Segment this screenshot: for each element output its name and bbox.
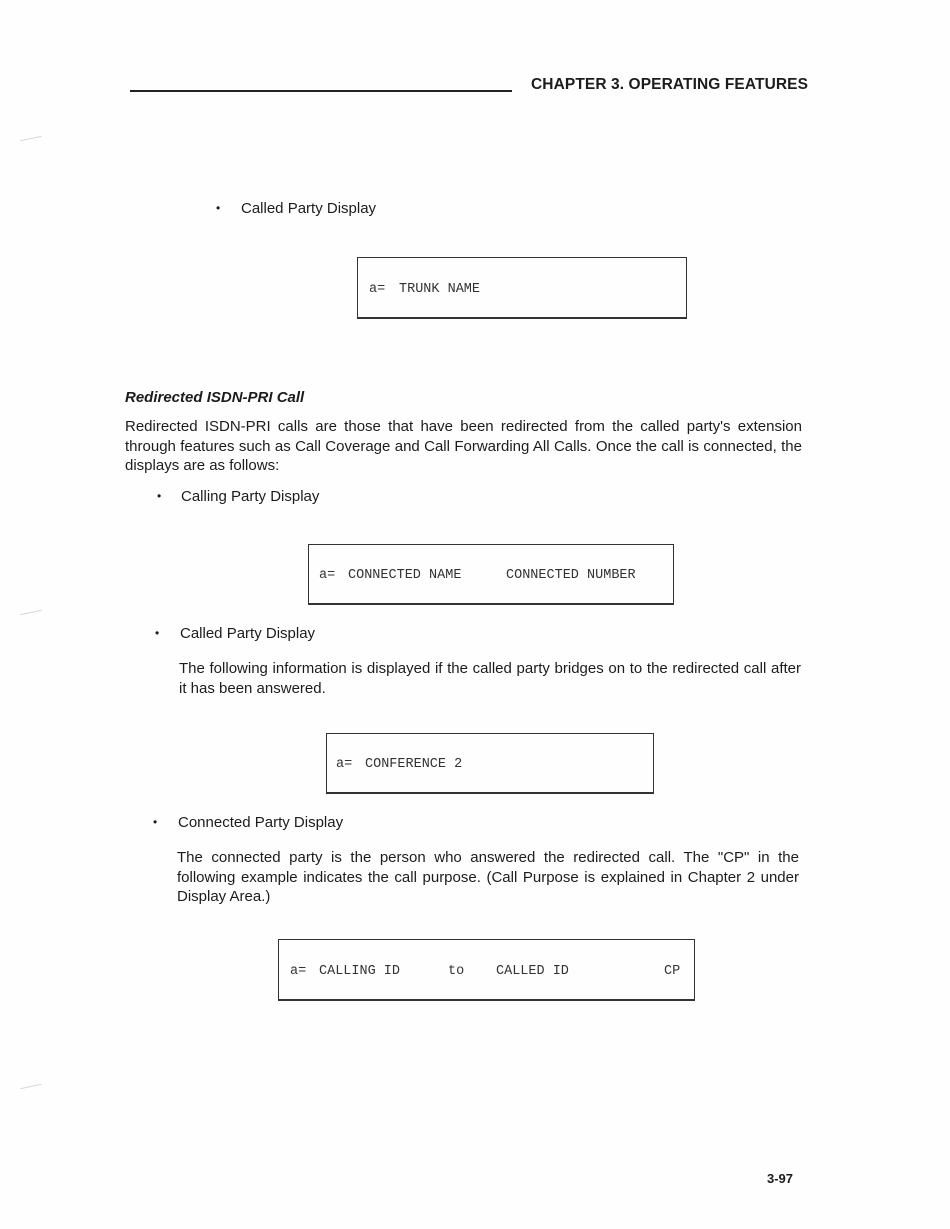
display-text: TRUNK NAME (399, 282, 481, 297)
chapter-title: CHAPTER 3. OPERATING FEATURES (531, 76, 809, 93)
bullet-dot: • (157, 489, 162, 503)
display-prefix: a= (319, 568, 336, 583)
page-number: 3-97 (767, 1171, 794, 1186)
display-call-purpose: CP (664, 964, 681, 979)
bullet-dot: • (153, 815, 158, 829)
display-connected-number: CONNECTED NUMBER (506, 568, 636, 583)
display-prefix: a= (290, 964, 307, 979)
display-conference (326, 733, 654, 794)
display-trunk-name (357, 257, 687, 319)
called-party-description: The following information is displayed if the called party bridges on to the redirected call after it has been answered. (179, 660, 801, 697)
bullet-dot: • (155, 626, 160, 640)
bullet-label: Called Party Display (180, 625, 316, 642)
scan-mark (20, 136, 42, 142)
header-rule (130, 90, 512, 92)
scan-mark (20, 1084, 42, 1090)
display-text: CONFERENCE 2 (365, 757, 463, 772)
bullet-label: Calling Party Display (181, 488, 320, 505)
bullet-label: Called Party Display (241, 200, 377, 217)
display-prefix: a= (336, 757, 353, 772)
display-calling-id: CALLING ID (319, 964, 401, 979)
display-connected-name: CONNECTED NAME (348, 568, 462, 583)
connected-party-description: The connected party is the person who answered the redirected call. The "CP" in the following example indicates the call purpose. (Call Purpose is explained in Chapter 2 under Display Area.) (177, 849, 799, 905)
intro-paragraph: Redirected ISDN-PRI calls are those that have been redirected from the called party's extension through features such as Call Coverage and Call Forwarding All Calls. Once the call is connected, the displays are as follows: (125, 418, 802, 474)
display-to: to (448, 964, 465, 979)
display-calling-called-id (278, 939, 695, 1001)
display-called-id: CALLED ID (496, 964, 569, 979)
bullet-dot: • (216, 201, 221, 215)
bullet-label: Connected Party Display (178, 814, 344, 831)
display-connected-name-number (308, 544, 674, 605)
display-prefix: a= (369, 282, 386, 297)
section-heading: Redirected ISDN-PRI Call (125, 389, 305, 406)
scan-mark (20, 610, 42, 616)
